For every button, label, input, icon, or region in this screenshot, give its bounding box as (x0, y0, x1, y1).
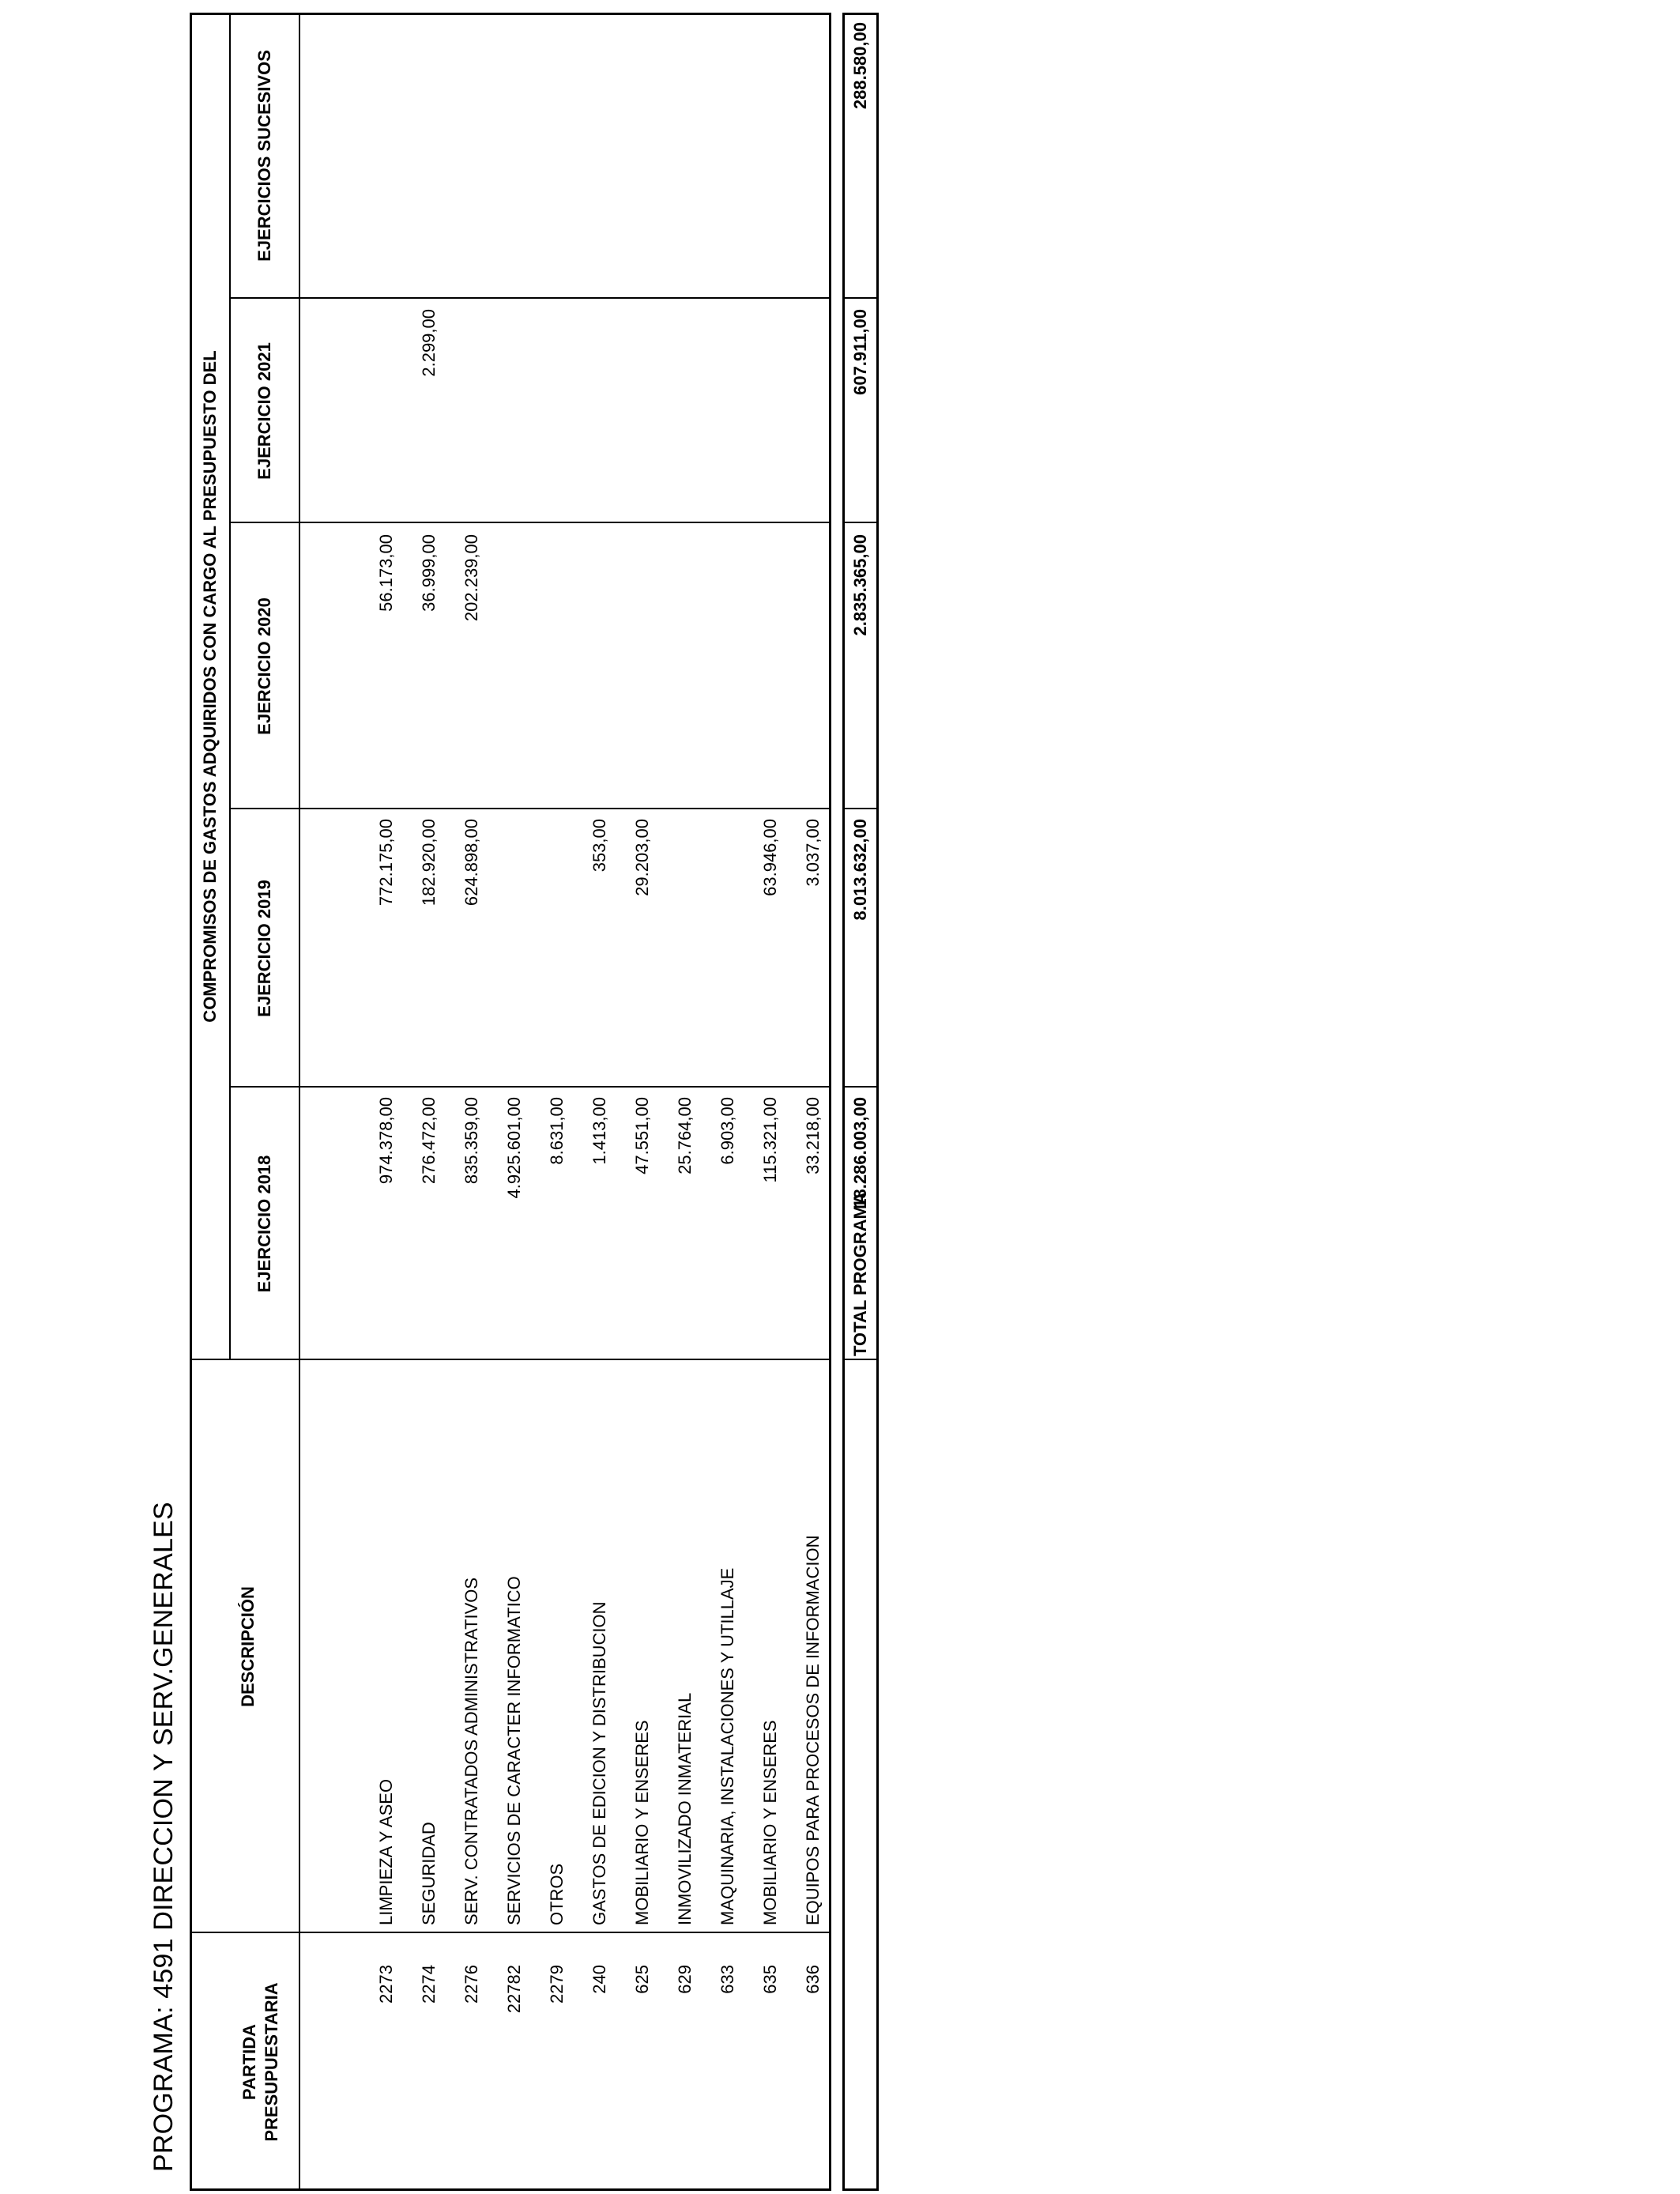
row-value-col0: 33.218,00 (803, 1097, 823, 1174)
col-sep-partida (190, 1932, 831, 1933)
row-value-col0: 115.321,00 (760, 1097, 780, 1183)
row-descripcion: SEGURIDAD (419, 1822, 439, 1925)
row-descripcion: OTROS (547, 1863, 567, 1925)
row-partida: 240 (590, 1965, 609, 1994)
col-sep-2019 (229, 808, 831, 809)
row-partida: 2274 (419, 1965, 439, 2004)
total-value-col1: 8.013.632,00 (850, 819, 870, 921)
row-value-col3: 2.299,00 (419, 309, 439, 377)
header-partida-line2: PRESUPUESTARIA (262, 1982, 281, 2142)
row-value-col1: 353,00 (590, 819, 609, 873)
row-value-col1: 772.175,00 (376, 819, 396, 907)
row-partida: 2273 (376, 1965, 396, 2004)
row-descripcion: LIMPIEZA Y ASEO (376, 1778, 396, 1925)
row-descripcion: GASTOS DE EDICION Y DISTRIBUCION (590, 1601, 609, 1925)
row-partida: 636 (803, 1965, 823, 1994)
row-partida: 22782 (504, 1965, 524, 2014)
row-value-col2: 56.173,00 (376, 534, 396, 612)
row-value-col0: 835.359,00 (461, 1097, 481, 1185)
row-value-col1: 182.920,00 (419, 819, 439, 907)
header-partida-line1: PARTIDA (239, 2023, 259, 2101)
row-value-col0: 276.472,00 (419, 1097, 439, 1185)
row-partida: 2279 (547, 1965, 567, 2004)
total-label: TOTAL PROGRAMA (850, 1192, 870, 1356)
total-value-col2: 2.835.365,00 (850, 534, 870, 636)
col-sep-descripcion (190, 1359, 831, 1360)
col-sep-2021 (229, 297, 831, 299)
header-ejercicios-sucesivos: EJERCICIOS SUCESIVOS (254, 50, 274, 262)
row-descripcion: EQUIPOS PARA PROCESOS DE INFORMACION (803, 1535, 823, 1925)
row-value-col2: 36.999,00 (419, 534, 439, 612)
row-partida: 2276 (461, 1965, 481, 2004)
row-value-col1: 3.037,00 (803, 819, 823, 887)
header-ejercicio-2019: EJERCICIO 2019 (254, 880, 274, 1017)
row-descripcion: SERVICIOS DE CARACTER INFORMATICO (504, 1576, 524, 1925)
header-descripcion: DESCRIPCIÓN (238, 1586, 258, 1707)
header-divider (299, 13, 300, 2191)
row-descripcion: MOBILIARIO Y ENSERES (760, 1720, 780, 1925)
row-partida: 629 (675, 1965, 695, 1994)
row-partida: 635 (760, 1965, 780, 1994)
row-value-col1: 29.203,00 (632, 819, 652, 896)
row-descripcion: SERV. CONTRATADOS ADMINISTRATIVOS (461, 1577, 481, 1925)
row-value-col0: 6.903,00 (718, 1097, 737, 1165)
row-value-col1: 63.946,00 (760, 819, 780, 896)
header-ejercicio-2021: EJERCICIO 2021 (254, 342, 274, 480)
row-value-col0: 25.764,00 (675, 1097, 695, 1174)
row-descripcion: MAQUINARIA, INSTALACIONES Y UTILLAJE (718, 1567, 737, 1925)
row-value-col0: 4.925.601,00 (504, 1097, 524, 1199)
row-value-col0: 8.631,00 (547, 1097, 567, 1165)
row-descripcion: INMOVILIZADO INMATERIAL (675, 1692, 695, 1925)
row-value-col0: 47.551,00 (632, 1097, 652, 1174)
total-sep-2019 (842, 808, 879, 809)
total-sep-2018 (842, 1086, 879, 1088)
row-value-col2: 202.239,00 (461, 534, 481, 622)
row-partida: 633 (718, 1965, 737, 1994)
header-ejercicio-2020: EJERCICIO 2020 (254, 598, 274, 735)
total-sep-2021 (842, 297, 879, 299)
row-value-col1: 624.898,00 (461, 819, 481, 907)
total-value-col4: 288.580,00 (850, 22, 870, 110)
row-value-col0: 974.378,00 (376, 1097, 396, 1185)
page-title: PROGRAMA: 4591 DIRECCION Y SERV.GENERALES (149, 1502, 179, 2172)
total-sep-desc (842, 1359, 879, 1360)
total-value-col0: 18.286.003,00 (850, 1097, 870, 1208)
header-compromisos-group: COMPROMISOS DE GASTOS ADQUIRIDOS CON CARGO AL PRESUPUESTO DEL (200, 350, 220, 1023)
row-value-col0: 1.413,00 (590, 1097, 609, 1165)
row-descripcion: MOBILIARIO Y ENSERES (632, 1720, 652, 1925)
col-sep-2018 (229, 1086, 831, 1088)
col-sep-2020 (229, 522, 831, 523)
row-partida: 625 (632, 1965, 652, 1994)
group-header-divider (229, 13, 231, 1360)
total-value-col3: 607.911,00 (850, 309, 870, 395)
header-ejercicio-2018: EJERCICIO 2018 (254, 1155, 274, 1293)
header-partida (239, 1933, 283, 2191)
